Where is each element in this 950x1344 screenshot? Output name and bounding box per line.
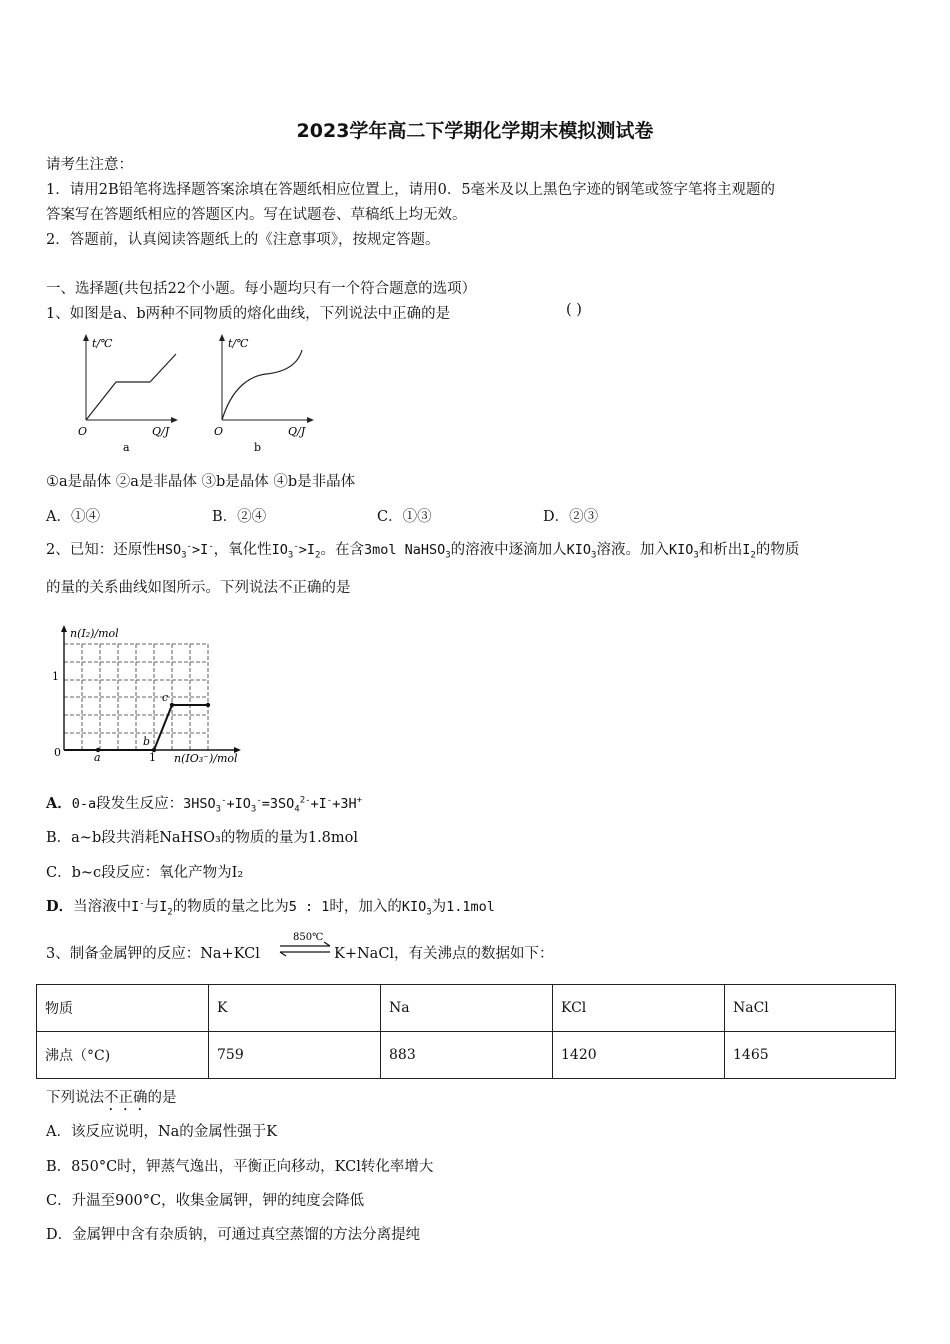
q1-option-d: D．②③ bbox=[543, 509, 599, 525]
q2-graph bbox=[50, 618, 250, 768]
q3-option-b: B．850°C时，钾蒸气逸出，平衡正向移动，KCl转化率增大 bbox=[46, 1159, 434, 1175]
q2-point-c bbox=[170, 703, 174, 707]
q2-graph-ylabel: n(I₂)/mol bbox=[70, 627, 119, 640]
table-cell: 沸点（°C) bbox=[37, 1032, 209, 1079]
q2-graph-xb: b bbox=[143, 735, 151, 748]
q1-stem: 1、如图是a、b两种不同物质的熔化曲线，下列说法中正确的是 bbox=[46, 306, 451, 322]
table-cell: 759 bbox=[209, 1032, 381, 1079]
graph-b-x-arrow bbox=[307, 417, 314, 423]
graph-a-x-arrow bbox=[171, 417, 178, 423]
q2-option-c: C．b~c段反应：氧化产物为I₂ bbox=[46, 865, 244, 881]
q2-graph-y-arrow bbox=[61, 625, 67, 632]
q3-question bbox=[46, 1086, 177, 1114]
section-heading: 一、选择题(共包括22个小题。每小题均只有一个符合题意的选项） bbox=[46, 281, 477, 297]
q1-graph-a bbox=[70, 332, 190, 458]
table-cell: 1420 bbox=[553, 1032, 725, 1079]
notice-line-1: 1．请用2B铅笔将选择题答案涂填在答题纸相应位置上，请用0．5毫米及以上黑色字迹的钢笔或签字笔将主观题的 bbox=[46, 182, 776, 198]
q3-stem-post: K+NaCl，有关沸点的数据如下： bbox=[334, 946, 554, 962]
graph-b-ylabel: t/℃ bbox=[228, 337, 249, 350]
q3-ask-a: 下列说法 bbox=[46, 1090, 104, 1106]
graph-a-origin: O bbox=[78, 425, 88, 438]
q2-option-b: B．a~b段共消耗NaHSO₃的物质的量为1.8mol bbox=[46, 830, 359, 846]
q2-stem-line2: 的量的关系曲线如图所示。下列说法不正确的是 bbox=[46, 580, 351, 596]
table-cell: 物质 bbox=[37, 985, 209, 1032]
q2-stem-line1: 2、已知：还原性$HSO_3^->I^-$，氧化性$IO_3^->I_2$。在含3mol NaHSO$_3$的溶液中逐滴加人$KIO_3$溶液。加入$KIO_3$和析出$I_2$的物质 bbox=[46, 541, 800, 561]
q1-statements: ①a是晶体 ②a是非晶体 ③b是晶体 ④b是非晶体 bbox=[46, 474, 356, 490]
q3-ask-c: 的是 bbox=[147, 1090, 177, 1106]
q1-option-a: A．①④ bbox=[46, 509, 100, 525]
q2-point-end bbox=[206, 703, 210, 707]
graph-b-xlabel: Q/J bbox=[288, 425, 306, 438]
q1-option-b: B．②④ bbox=[212, 509, 267, 525]
q2-graph-grid bbox=[64, 644, 208, 750]
notice-heading: 请考生注意： bbox=[46, 157, 133, 173]
notice-line-3: 2．答题前，认真阅读答题纸上的《注意事项》，按规定答题。 bbox=[46, 232, 440, 248]
q3-equilibrium-arrow bbox=[276, 928, 336, 964]
q1-graph-b bbox=[206, 332, 326, 458]
q2-graph-xa: a bbox=[94, 751, 101, 764]
q1-answer-bracket: ( ) bbox=[566, 302, 582, 318]
graph-b-origin: O bbox=[214, 425, 224, 438]
graph-b-caption: b bbox=[254, 441, 262, 454]
graph-a-xlabel: Q/J bbox=[152, 425, 170, 438]
table-cell: Na bbox=[381, 985, 553, 1032]
table-row bbox=[37, 1032, 896, 1079]
table-cell: 883 bbox=[381, 1032, 553, 1079]
graph-b-y-arrow bbox=[219, 334, 225, 341]
graph-b-curve bbox=[222, 350, 302, 420]
graph-a-ylabel: t/℃ bbox=[92, 337, 113, 350]
graph-a-y-arrow bbox=[83, 334, 89, 341]
q3-stem-pre: 3、制备金属钾的反应：Na+KCl bbox=[46, 946, 260, 962]
q2-option-d: D．当溶液中I-与$I_2$的物质的量之比为5 : 1时，加入的$KIO_3$为1.1mol bbox=[46, 898, 495, 918]
q3-condition: 850℃ bbox=[293, 932, 324, 943]
graph-a-caption: a bbox=[123, 441, 130, 454]
boiling-point-table bbox=[36, 984, 896, 1079]
q2-graph-y1: 1 bbox=[52, 670, 59, 683]
q1-option-c: C．①③ bbox=[377, 509, 432, 525]
graph-a-curve bbox=[86, 354, 176, 420]
q2-graph-x0: 0 bbox=[54, 746, 61, 759]
q3-option-a: A．该反应说明，Na的金属性强于K bbox=[46, 1124, 278, 1140]
q2-option-a: A．0-a段发生反应：$3HSO_3^-+IO_3^-=3SO_4^{2-}+I^-+3H^+$ bbox=[46, 795, 363, 815]
q3-option-d: D．金属钾中含有杂质钠，可通过真空蒸馏的方法分离提纯 bbox=[46, 1227, 421, 1243]
page-title: 2023学年高二下学期化学期末模拟测试卷 bbox=[296, 120, 654, 142]
q3-ask-emphasis: 不正确 bbox=[104, 1090, 148, 1106]
q2-graph-xlabel: n(IO₃⁻)/mol bbox=[174, 752, 238, 765]
q2-graph-x1: 1 bbox=[149, 751, 156, 764]
table-cell: 1465 bbox=[725, 1032, 896, 1079]
notice-line-2: 答案写在答题纸相应的答题区内。写在试题卷、草稿纸上均无效。 bbox=[46, 207, 467, 223]
table-cell: NaCl bbox=[725, 985, 896, 1032]
table-cell: K bbox=[209, 985, 381, 1032]
q3-option-c: C．升温至900°C，收集金属钾，钾的纯度会降低 bbox=[46, 1193, 365, 1209]
q2-graph-pc: c bbox=[162, 691, 169, 704]
table-header-row bbox=[37, 985, 896, 1032]
table-cell: KCl bbox=[553, 985, 725, 1032]
